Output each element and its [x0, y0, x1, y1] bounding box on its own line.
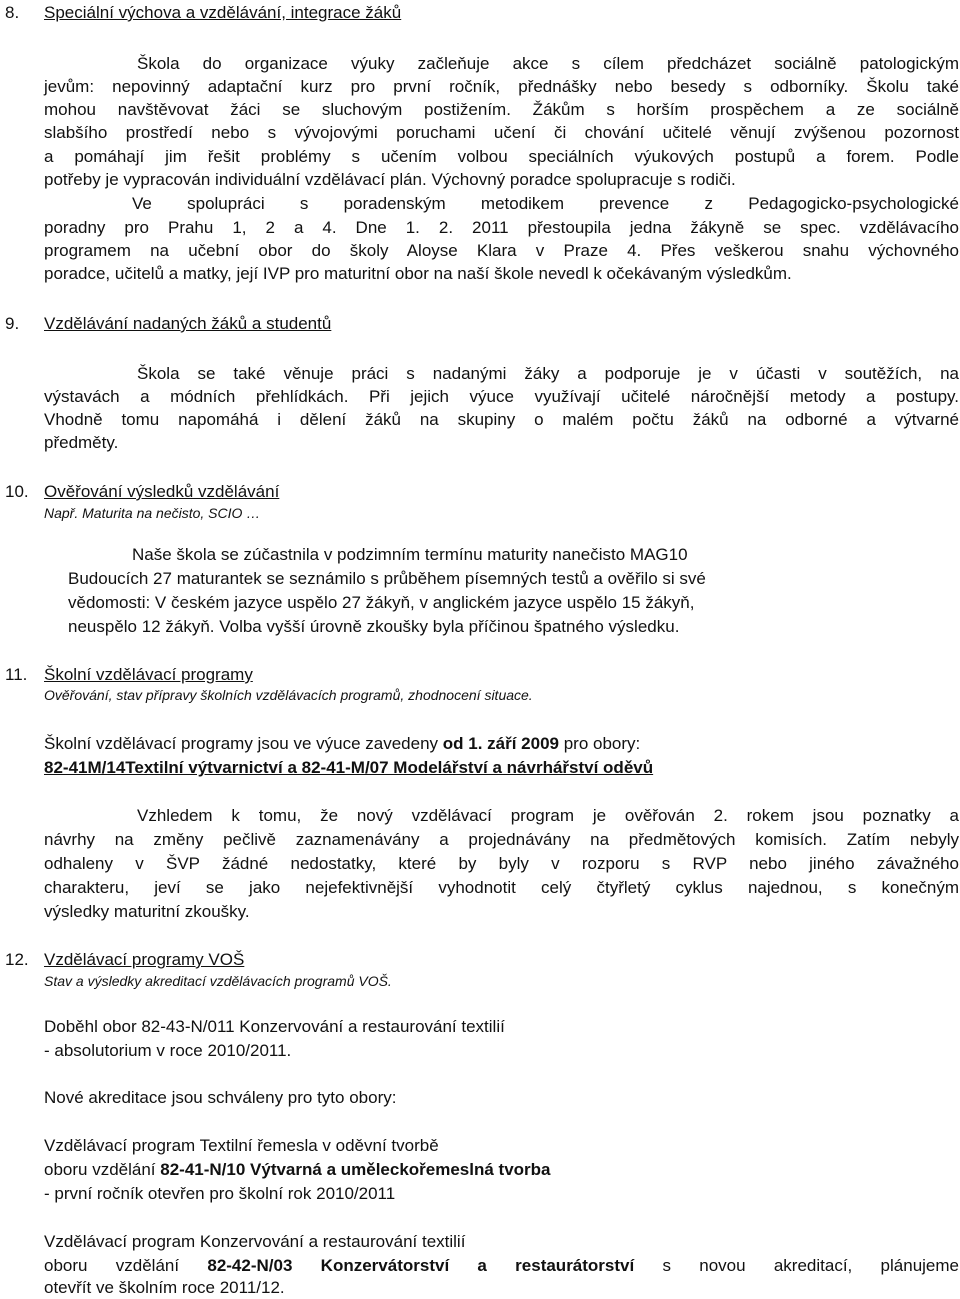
- s12-p4-line-1: [44, 1255, 959, 1277]
- s8-line-0: Škola do organizace výuky začleňuje akce s cílem předcházet sociálně patologickým: [137, 54, 959, 73]
- s11-intro-date: od 1. září 2009: [442, 734, 559, 753]
- s8-line-6: Ve spolupráci s poradenským metodikem prevence z Pedagogicko-psychologické: [132, 194, 959, 213]
- s8-line-4: a pomáhají jim řešit problémy s učením volbou speciálních výukových postupů a forem. Podle: [44, 147, 959, 166]
- s8-line-1: jevům: nepovinný adaptační kurz pro první ročník, přednášky nebo besedy s odborníky. Školu také: [44, 77, 959, 96]
- s8-line-7: poradny pro Prahu 1, 2 a 4. Dne 1. 2. 2011 přestoupila jedna žákyně se spec. vzdělávacího: [44, 218, 959, 237]
- section-10-title: Ověřování výsledků vzdělávání: [44, 482, 280, 501]
- s11-intro: [44, 733, 640, 755]
- s9-line-0: Škola se také věnuje práci s nadanými žáky a podporuje je v účasti v soutěžích, na: [137, 364, 959, 383]
- s12-p4-line-2: otevřít ve školním roce 2011/12.: [44, 1278, 285, 1297]
- s11-line-2: odhaleny v ŠVP žádné nedostatky, které by byly v rozporu s RVP nebo jiného závažného: [44, 854, 959, 873]
- s11-line-4: výsledky maturitní zkoušky.: [44, 902, 250, 921]
- section-10-subtitle: Např. Maturita na nečisto, SCIO …: [44, 505, 261, 521]
- section-9-title: Vzdělávání nadaných žáků a studentů: [44, 314, 332, 333]
- section-12-number: 12.: [5, 950, 29, 969]
- s10-line-3: neuspělo 12 žákyň. Volba vyšší úrovně zkoušky byla příčinou špatného výsledku.: [68, 617, 680, 636]
- s8-line-8: programem na učební obor do školy Aloyse Klara v Praze 4. Přes veškerou snahu výchovného: [44, 241, 959, 260]
- s12-p3-line-2: - první ročník otevřen pro školní rok 2010/2011: [44, 1184, 396, 1203]
- s12-p4-pre: oboru vzdělání: [44, 1256, 208, 1275]
- s12-p1-line-0: Doběhl obor 82-43-N/011 Konzervování a restaurování textilií: [44, 1017, 505, 1036]
- s12-p2: Nové akreditace jsou schváleny pro tyto obory:: [44, 1088, 397, 1107]
- s11-intro-post: pro obory:: [559, 734, 641, 753]
- s10-line-0: Naše škola se zúčastnila v podzimním termínu maturity nanečisto MAG10: [132, 545, 688, 564]
- s11-intro-pre: Školní vzdělávací programy jsou ve výuce zavedeny: [44, 734, 443, 753]
- s11-line-3: charakteru, jeví se jako nejefektivnější vyhodnotit celý čtyřletý cyklus najednou, s konečným: [44, 878, 959, 897]
- section-8-title: Speciální výchova a vzdělávání, integrace žáků: [44, 3, 402, 22]
- section-11-subtitle: Ověřování, stav přípravy školních vzdělávacích programů, zhodnocení situace.: [44, 687, 533, 703]
- s12-p4-bold: 82-42-N/03 Konzervátorství a restaurátorství: [207, 1256, 635, 1275]
- s12-p4-line-0: Vzdělávací program Konzervování a restaurování textilií: [44, 1232, 466, 1251]
- s10-line-1: Budoucích 27 maturantek se seznámilo s průběhem písemných testů a ověřilo si své: [68, 569, 706, 588]
- s9-line-3: předměty.: [44, 433, 119, 452]
- s9-line-1: výstavách a módních přehlídkách. Při jejich výuce využívají učitelé náročnější metody a postupy.: [44, 387, 959, 406]
- section-9-number: 9.: [5, 314, 20, 333]
- s12-p3-pre: oboru vzdělání: [44, 1160, 161, 1179]
- s12-p3-line-0: Vzdělávací program Textilní řemesla v oděvní tvorbě: [44, 1136, 439, 1155]
- s10-line-2: vědomosti: V českém jazyce uspělo 27 žákyň, v anglickém jazyce uspělo 15 žákyň,: [68, 593, 695, 612]
- s8-line-5: potřeby je vypracován individuální vzdělávací plán. Výchovný poradce spolupracuje s rodiči.: [44, 170, 736, 189]
- section-10-number: 10.: [5, 482, 29, 501]
- s12-p3-line-1: [44, 1159, 551, 1181]
- s12-p1-line-1: - absolutorium v roce 2010/2011.: [44, 1041, 292, 1060]
- s12-p4-post: s novou akreditací, plánujeme: [634, 1256, 959, 1275]
- s8-line-9: poradce, učitelů a matky, její IVP pro maturitní obor na naší škole nevedl k očekávaným výsledkům.: [44, 264, 792, 283]
- section-12-subtitle: Stav a výsledky akreditací vzdělávacích programů VOŠ.: [44, 973, 392, 989]
- s8-line-3: slabšího prostředí nebo s vývojovými poruchami učení či chování učitelé věnují zvýšenou pozornost: [44, 123, 959, 142]
- s12-p3-bold: 82-41-N/10 Výtvarná a uměleckořemeslná tvorba: [160, 1160, 551, 1179]
- section-11-number: 11.: [5, 665, 28, 684]
- section-11-title: Školní vzdělávací programy: [44, 665, 253, 684]
- section-12-title: Vzdělávací programy VOŠ: [44, 950, 245, 969]
- s11-line-0: Vzhledem k tomu, že nový vzdělávací program je ověřován 2. rokem jsou poznatky a: [137, 806, 959, 825]
- s9-line-2: Vhodně tomu napomáhá i dělení žáků na skupiny o malém počtu žáků na odborné a výtvarné: [44, 410, 959, 429]
- s11-line-1: návrhy na změny pečlivě zaznamenávány a projednávány na předmětových komisích. Zatím nebyly: [44, 830, 959, 849]
- s11-obory: 82-41M/14Textilní výtvarnictví a 82-41-M/07 Modelářství a návrhářství oděvů: [44, 758, 654, 777]
- section-8-number: 8.: [5, 3, 20, 22]
- s8-line-2: mohou navštěvovat žáci se sluchovým postižením. Žákům s horším prospěchem a ze sociálně: [44, 100, 959, 119]
